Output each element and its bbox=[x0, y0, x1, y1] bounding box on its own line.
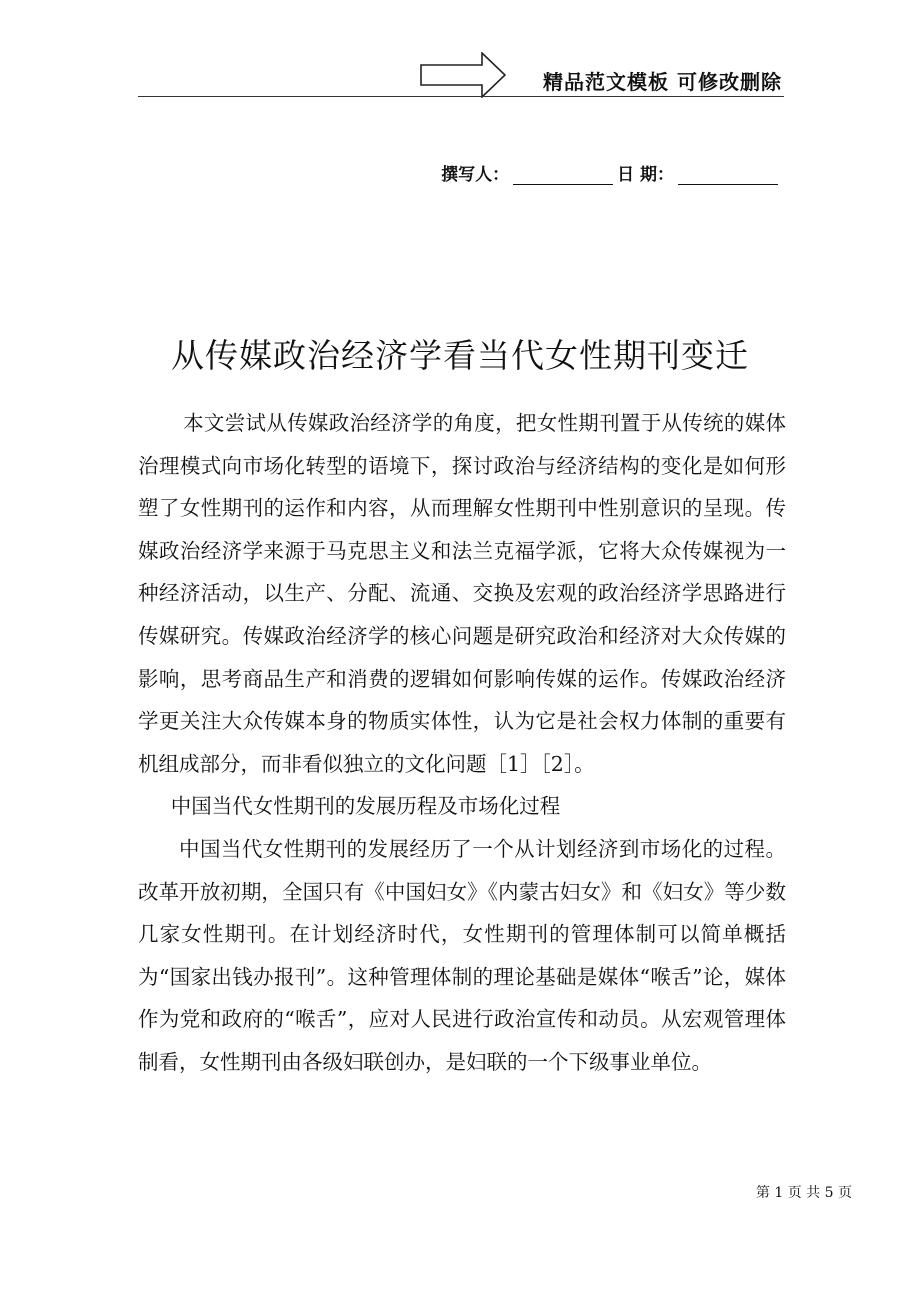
sign-row bbox=[441, 160, 782, 185]
document-body bbox=[138, 402, 786, 1084]
header-divider bbox=[138, 96, 784, 97]
author-label: 撰写人： bbox=[441, 165, 510, 185]
author-blank bbox=[513, 164, 613, 185]
body-paragraph: 中国当代女性期刊的发展经历了一个从计划经济到市场化的过程。改革开放初期，全国只有《中国妇女》《内蒙古妇女》和《妇女》等少数几家女性期刊。在计划经济时代，女性期刊的管理体制可以简单概括为“国家出钱办报刊”。这种管理体制的理论基础是媒体“喉舌”论，媒体作为党和政府的“喉舌”，应对人民进行政治宣传和动员。从宏观管理体制看，女性期刊由各级妇联创办，是妇联的一个下级事业单位。 bbox=[138, 836, 786, 1074]
page-number: 第 1 页 共 5 页 bbox=[755, 1185, 852, 1201]
document-title: 从传媒政治经济学看当代女性期刊变迁 bbox=[171, 336, 749, 375]
header-title: 精品范文模板 可修改删除 bbox=[543, 70, 782, 94]
date-label: 日 期： bbox=[617, 165, 674, 185]
section-heading: 中国当代女性期刊的发展历程及市场化过程 bbox=[170, 794, 561, 819]
date-blank bbox=[678, 164, 778, 185]
body-paragraph: 本文尝试从传媒政治经济学的角度，把女性期刊置于从传统的媒体治理模式向市场化转型的语境下，探讨政治与经济结构的变化是如何形塑了女性期刊的运作和内容，从而理解女性期刊中性别意识的呈现。传媒政治经济学来源于马克思主义和法兰克福学派，它将大众传媒视为一种经济活动，以生产、分配、流通、交换及宏观的政治经济学思路进行传媒研究。传媒政治经济学的核心问题是研究政治和经济对大众传媒的影响，思考商品生产和消费的逻辑如何影响传媒的运作。传媒政治经济学更关注大众传媒本身的物质实体性，认为它是社会权力体制的重要有机组成部分，而非看似独立的文化问题［1］［2］。 bbox=[138, 411, 786, 776]
right-arrow-icon bbox=[420, 52, 506, 98]
